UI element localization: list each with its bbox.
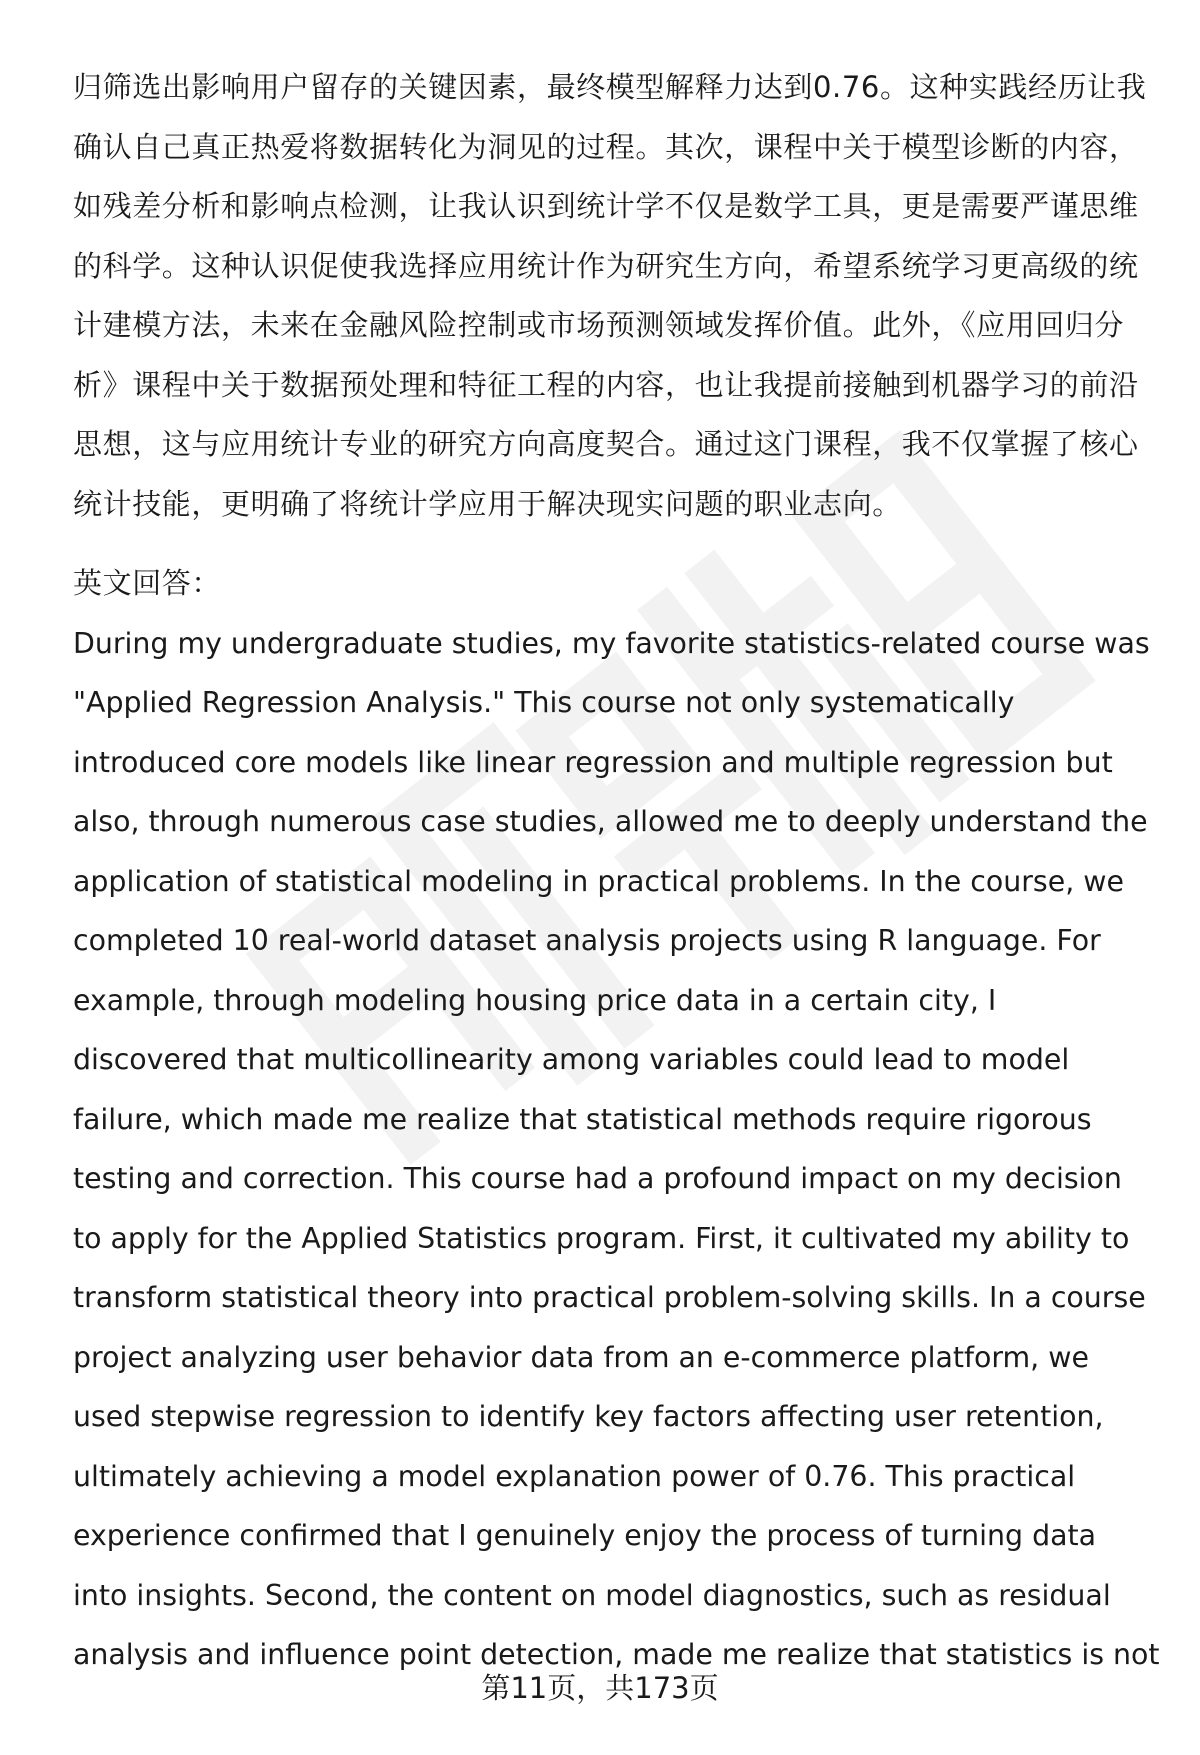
- english-paragraph-line: completed 10 real-world dataset analysis projects using R language. For: [73, 924, 1101, 957]
- chinese-paragraph-line: 如残差分析和影响点检测，让我认识到统计学不仅是数学工具，更是需要严谨思维: [73, 189, 1139, 223]
- english-paragraph-line: "Applied Regression Analysis." This course not only systematically: [73, 686, 1015, 719]
- english-paragraph-line: discovered that multicollinearity among variables could lead to model: [73, 1043, 1070, 1076]
- english-paragraph-line: failure, which made me realize that statistical methods require rigorous: [73, 1102, 1092, 1136]
- english-paragraph-line: also, through numerous case studies, allowed me to deeply understand the: [73, 805, 1148, 838]
- english-paragraph-line: introduced core models like linear regression and multiple regression but: [73, 745, 1113, 779]
- english-paragraph-line: analysis and influence point detection, made me realize that statistics is not: [73, 1638, 1160, 1671]
- english-paragraph-line: example, through modeling housing price data in a certain city, I: [73, 983, 997, 1017]
- english-paragraph-line: application of statistical modeling in practical problems. In the course, we: [73, 864, 1124, 898]
- chinese-paragraph-line: 思想，这与应用统计专业的研究方向高度契合。通过这门课程，我不仅掌握了核心: [73, 427, 1139, 461]
- chinese-paragraph-line: 析》课程中关于数据预处理和特征工程的内容，也让我提前接触到机器学习的前沿: [73, 367, 1139, 402]
- chinese-paragraph-line: 确认自己真正热爱将数据转化为洞见的过程。其次，课程中关于模型诊断的内容，: [73, 129, 1139, 164]
- document-body: [73, 58, 1160, 1685]
- english-paragraph-line: used stepwise regression to identify key factors affecting user retention,: [73, 1400, 1104, 1433]
- english-paragraph-line: testing and correction. This course had a profound impact on my decision: [73, 1162, 1122, 1195]
- english-paragraph-line: project analyzing user behavior data from an e-commerce platform, we: [73, 1340, 1089, 1374]
- chinese-paragraph-line: 计建模方法，未来在金融风险控制或市场预测领域发挥价值。此外，《应用回归分: [73, 308, 1125, 342]
- chinese-paragraph-line: 归筛选出影响用户留存的关键因素，最终模型解释力达到0.76。这种实践经历让我: [73, 70, 1147, 104]
- chinese-paragraph-line: 的科学。这种认识促使我选择应用统计作为研究生方向，希望系统学习更高级的统: [73, 248, 1139, 283]
- english-paragraph-line: transform statistical theory into practical problem-solving skills. In a course: [73, 1281, 1146, 1314]
- english-paragraph-line: ultimately achieving a model explanation power of 0.76. This practical: [73, 1459, 1076, 1493]
- english-answer-heading: 英文回答：: [73, 566, 222, 600]
- chinese-paragraph-line: 统计技能，更明确了将统计学应用于解决现实问题的职业志向。: [73, 486, 902, 521]
- english-paragraph-line: into insights. Second, the content on model diagnostics, such as residual: [73, 1578, 1111, 1612]
- english-paragraph-line: to apply for the Applied Statistics program. First, it cultivated my ability to: [73, 1221, 1130, 1255]
- english-paragraph-line: experience confirmed that I genuinely enjoy the process of turning data: [73, 1519, 1097, 1552]
- english-paragraph-line: During my undergraduate studies, my favorite statistics-related course was: [73, 626, 1150, 660]
- paragraph-spacer: [73, 534, 1145, 554]
- page-number-footer: 第11页，共173页: [481, 1671, 719, 1705]
